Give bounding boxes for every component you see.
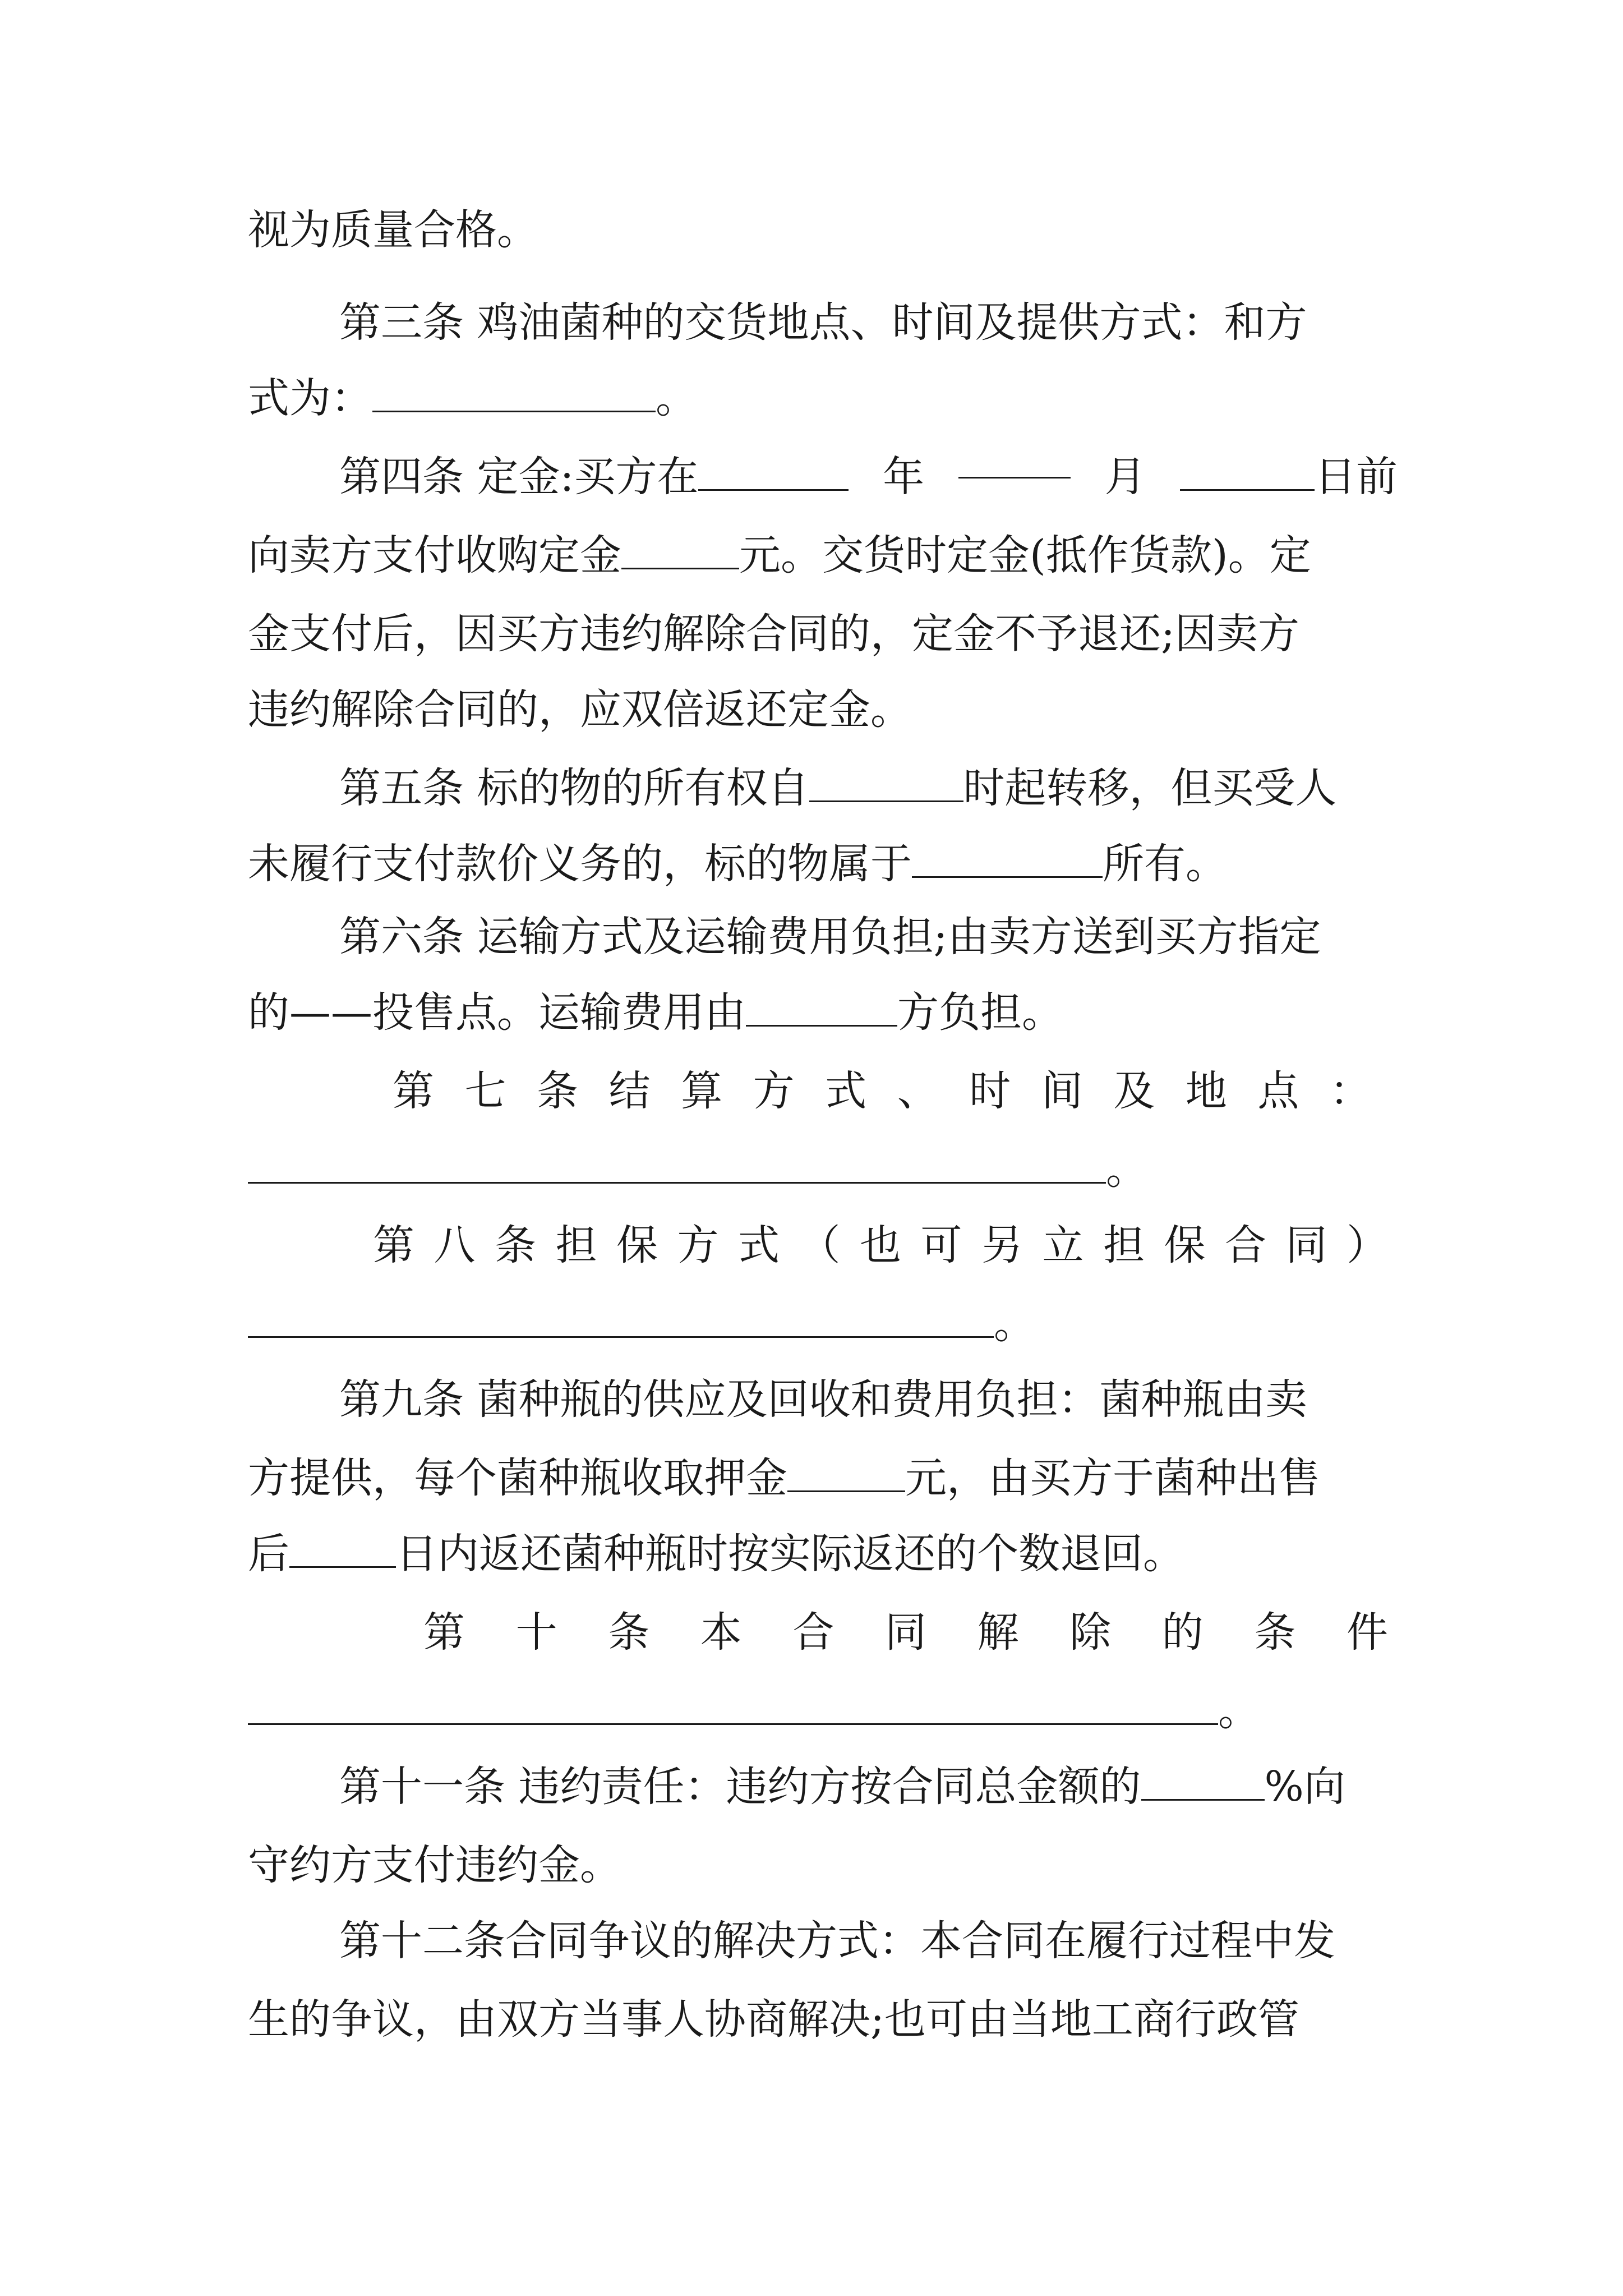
text: 生的争议，由双方当事人协商解决;也可由当地工商行政管	[248, 1995, 1299, 2044]
fill-blank	[248, 1148, 1106, 1184]
text: 金支付后，因买方违约解除合同的，定金不予退还;因卖方	[248, 610, 1299, 658]
text: 违约解除合同的，应双倍返还定金。	[248, 685, 912, 734]
text: 。	[656, 374, 697, 422]
text: 视为质量合格。	[248, 206, 538, 254]
text: 第四条 定金:买方在	[339, 453, 699, 501]
text: 。	[1106, 1145, 1147, 1194]
text: 日前	[1314, 453, 1398, 501]
text: 守约方支付违约金。	[248, 1841, 621, 1889]
fill-blank	[372, 377, 656, 412]
text: 第六条 运输方式及运输费用负担;由卖方送到买方指定	[339, 913, 1321, 961]
fill-blank	[746, 991, 897, 1027]
text: 式为：	[248, 374, 372, 422]
article-3-line-1	[339, 289, 1398, 356]
line-1	[248, 196, 1398, 264]
text: 未履行支付款价义务的，标的物属于	[248, 840, 912, 888]
fill-blank	[621, 534, 739, 569]
char: 时	[969, 1067, 1011, 1115]
fill-blank	[1141, 1765, 1265, 1801]
char: 担	[555, 1221, 597, 1269]
text: 第十二条合同争议的解决方式：本合同在履行过程中发	[339, 1917, 1335, 1965]
article-11-line-1	[339, 1753, 1398, 1820]
fill-blank	[958, 443, 1071, 478]
char: 结	[608, 1067, 651, 1115]
text: 元。交货时定金(抵作货款)。定	[739, 531, 1311, 579]
char: 算	[681, 1067, 723, 1115]
char: 条	[608, 1608, 650, 1657]
char: 十	[515, 1608, 557, 1657]
char: 八	[434, 1221, 476, 1269]
char: 式	[738, 1221, 780, 1269]
text: 第三条 鸡油菌种的交货地点、时间及提供方式：和方	[339, 298, 1307, 347]
fill-blank	[1180, 455, 1315, 491]
article-4-line-3	[248, 600, 1398, 668]
fill-blank	[912, 843, 1103, 878]
char: 、	[897, 1067, 939, 1115]
article-10-line-1	[423, 1599, 1388, 1666]
text: 时起转移，但买受人	[963, 764, 1337, 812]
article-7-line-1	[393, 1057, 1371, 1125]
char: 立	[1042, 1221, 1084, 1269]
article-8-line-1	[373, 1212, 1388, 1279]
char: 及	[1113, 1067, 1155, 1115]
text: 的——投售点。运输费用由	[248, 988, 746, 1037]
char: 合	[792, 1608, 834, 1657]
char: 保	[1164, 1221, 1206, 1269]
char: 也	[860, 1221, 901, 1269]
article-9-line-2	[248, 1444, 1398, 1512]
text: 年	[883, 453, 925, 501]
fill-blank	[698, 455, 849, 491]
article-10-line-2	[248, 1677, 1398, 1745]
char: 保	[616, 1221, 658, 1269]
char: 的	[1161, 1608, 1204, 1657]
char: 件	[1346, 1608, 1388, 1657]
article-3-line-2	[248, 365, 1398, 432]
char: 另	[981, 1221, 1023, 1269]
char: 第	[423, 1608, 465, 1657]
fill-blank	[248, 1303, 994, 1338]
char: 合	[1225, 1221, 1266, 1269]
fill-blank	[787, 1457, 905, 1492]
article-5-line-2	[248, 830, 1398, 898]
char: 条	[537, 1067, 579, 1115]
article-4-line-2	[248, 522, 1398, 589]
text: 日内返还菌种瓶时按实际返还的个数退回。	[396, 1530, 1184, 1578]
char: 同	[1285, 1221, 1327, 1269]
article-12-line-1	[339, 1907, 1398, 1975]
char: 七	[464, 1067, 506, 1115]
text: 元，由买方于菌种出售	[905, 1454, 1320, 1502]
text: 第十一条 违约责任：违约方按合同总金额的	[339, 1763, 1141, 1811]
char: ）	[1347, 1221, 1388, 1269]
text: 。	[1218, 1687, 1260, 1735]
text: 后	[248, 1530, 289, 1578]
text: 。	[994, 1300, 1035, 1348]
fill-blank	[809, 767, 963, 802]
text: 第九条 菌种瓶的供应及回收和费用负担：菌种瓶由卖	[339, 1375, 1307, 1424]
char: 点	[1257, 1067, 1299, 1115]
article-5-line-1	[339, 754, 1398, 822]
char: 本	[700, 1608, 742, 1657]
text: 月	[1104, 453, 1146, 501]
fill-blank	[248, 1690, 1218, 1725]
char: 式	[825, 1067, 867, 1115]
char: 除	[1069, 1608, 1112, 1657]
article-12-line-2	[248, 1986, 1398, 2053]
article-6-line-1	[339, 903, 1398, 970]
text: %向	[1264, 1763, 1345, 1811]
fill-blank	[289, 1533, 396, 1568]
article-9-line-3	[248, 1520, 1398, 1588]
char: 地	[1185, 1067, 1227, 1115]
char: 可	[920, 1221, 962, 1269]
char: 间	[1041, 1067, 1083, 1115]
article-9-line-1	[339, 1366, 1398, 1433]
char: 第	[393, 1067, 434, 1115]
char: 条	[495, 1221, 536, 1269]
char: ：	[1329, 1067, 1371, 1115]
char: 第	[373, 1221, 414, 1269]
article-11-line-2	[248, 1832, 1398, 1899]
article-4-line-1	[339, 443, 1398, 510]
char: 方	[677, 1221, 719, 1269]
char: 条	[1254, 1608, 1296, 1657]
text: 向卖方支付收购定金	[248, 531, 621, 579]
article-8-line-2	[248, 1290, 1398, 1358]
char: 同	[884, 1608, 926, 1657]
char: 方	[753, 1067, 795, 1115]
text: 所有。	[1103, 840, 1227, 888]
char: （	[799, 1221, 841, 1269]
text: 方提供，每个菌种瓶收取押金	[248, 1454, 787, 1502]
article-6-line-2	[248, 979, 1398, 1046]
char: 解	[977, 1608, 1019, 1657]
char: 担	[1103, 1221, 1145, 1269]
text: 方负担。	[897, 988, 1063, 1037]
text: 第五条 标的物的所有权自	[339, 764, 809, 812]
article-4-line-4	[248, 676, 1398, 743]
article-7-line-2	[248, 1136, 1398, 1203]
